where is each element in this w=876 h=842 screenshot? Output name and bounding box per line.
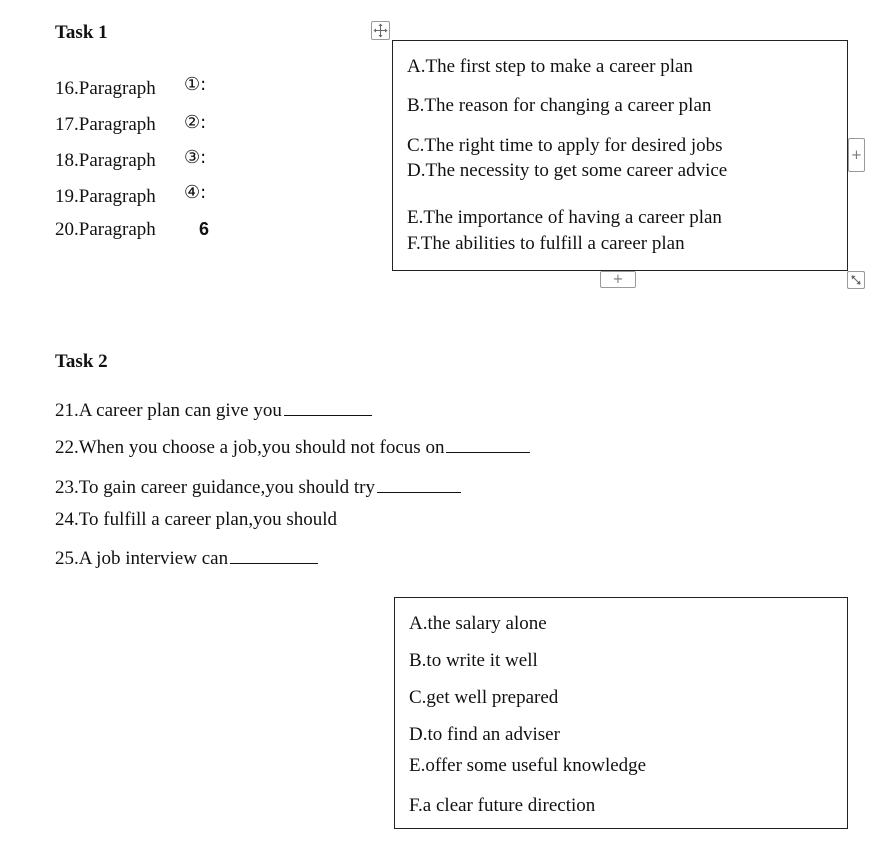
task1-question-20 [55, 219, 156, 241]
task2-heading: Task 2 [55, 351, 108, 372]
option-a: A.The first step to make a career plan [407, 56, 693, 77]
question-label: 19.Paragraph [55, 186, 156, 207]
question-label: 20.Paragraph [55, 219, 156, 240]
answer-blank[interactable] [377, 476, 461, 493]
task1-question-19 [55, 186, 156, 208]
question-text: 22.When you choose a job,you should not focus on [55, 437, 445, 458]
answer-blank[interactable] [230, 547, 318, 564]
resize-diagonal-icon[interactable] [847, 271, 865, 289]
option-f: F.The abilities to fulfill a career plan [407, 233, 685, 254]
question-text: 21.A career plan can give you [55, 400, 282, 421]
task2-options-box [394, 597, 848, 829]
task1-question-17 [55, 114, 156, 136]
option-c: C.get well prepared [409, 687, 559, 708]
option-b: B.to write it well [409, 650, 538, 671]
option-d: D.to find an adviser [409, 724, 560, 745]
task1-question-16 [55, 78, 156, 100]
option-a: A.the salary alone [409, 613, 547, 634]
question-text: 24.To fulfill a career plan,you should [55, 509, 338, 530]
option-b: B.The reason for changing a career plan [407, 95, 712, 116]
resize-diagonal-icon-graphic [850, 274, 862, 286]
option-e: E.The importance of having a career plan [407, 207, 722, 228]
task1-options-box [392, 40, 848, 271]
task2-question-24 [55, 509, 337, 531]
question-text: 25.A job interview can [55, 548, 229, 569]
task2-question-21 [55, 399, 372, 422]
question-label: 17.Paragraph [55, 114, 156, 135]
paragraph-marker-1: ①: [184, 74, 207, 95]
paragraph-marker-2: ②: [184, 112, 207, 133]
move-arrows-icon[interactable] [371, 21, 390, 40]
option-c: C.The right time to apply for desired jobs [407, 135, 723, 156]
paragraph-marker-4: ④: [184, 182, 207, 203]
option-e: E.offer some useful knowledge [409, 755, 647, 776]
task2-question-22 [55, 436, 530, 459]
option-f: F.a clear future direction [409, 795, 596, 816]
answer-blank[interactable] [446, 436, 530, 453]
question-label: 16.Paragraph [55, 78, 156, 99]
option-d: D.The necessity to get some career advice [407, 160, 728, 181]
paragraph-marker-3: ③: [184, 147, 207, 168]
add-column-button[interactable]: + [848, 138, 865, 172]
add-row-button[interactable]: + [600, 271, 636, 288]
task2-question-23 [55, 476, 461, 499]
answer-blank[interactable] [284, 399, 372, 416]
paragraph-marker-6: 6 [199, 219, 210, 239]
task1-heading: Task 1 [55, 22, 108, 43]
task2-question-25 [55, 547, 318, 570]
question-text: 23.To gain career guidance,you should try [55, 477, 375, 498]
question-label: 18.Paragraph [55, 150, 156, 171]
task1-question-18 [55, 150, 156, 172]
move-arrows-icon-graphic [373, 23, 388, 38]
